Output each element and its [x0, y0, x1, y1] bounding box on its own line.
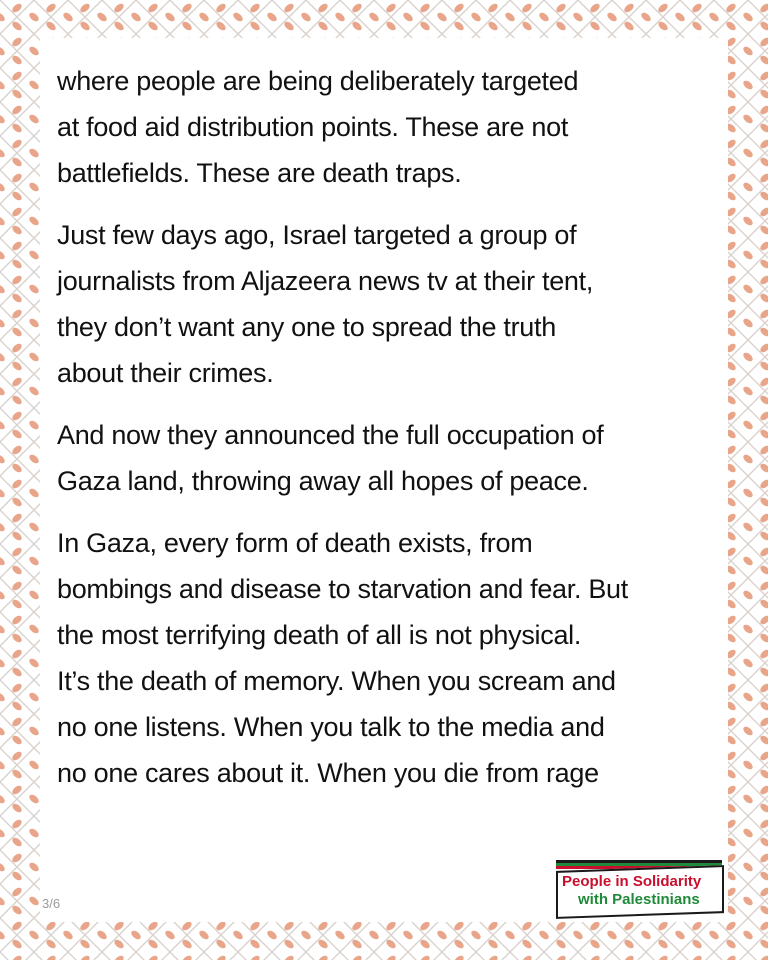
- logo-line-1: People in Solidarity: [562, 873, 702, 890]
- paragraph: Just few days ago, Israel targeted a group of journalists from Aljazeera news tv at their tent, they don’t want any one to spread the truth about their crimes.: [57, 220, 594, 388]
- logo-line-2: with Palestinians: [578, 891, 700, 908]
- paragraph: In Gaza, every form of death exists, from bombings and disease to starvation and fear. But the most terrifying death of all is not physical. It’s the death of memory. When you scream and no one listens. When you talk to the media and no one cares about it. When you die from rage: [57, 528, 628, 788]
- organization-logo: [552, 858, 730, 920]
- paragraph: where people are being deliberately targeted at food aid distribution points. These are not battlefields. These are death traps.: [57, 66, 579, 188]
- article-body: [57, 58, 657, 812]
- page-indicator: 3/6: [42, 896, 61, 911]
- paragraph: And now they announced the full occupation of Gaza land, throwing away all hopes of peace.: [57, 420, 604, 496]
